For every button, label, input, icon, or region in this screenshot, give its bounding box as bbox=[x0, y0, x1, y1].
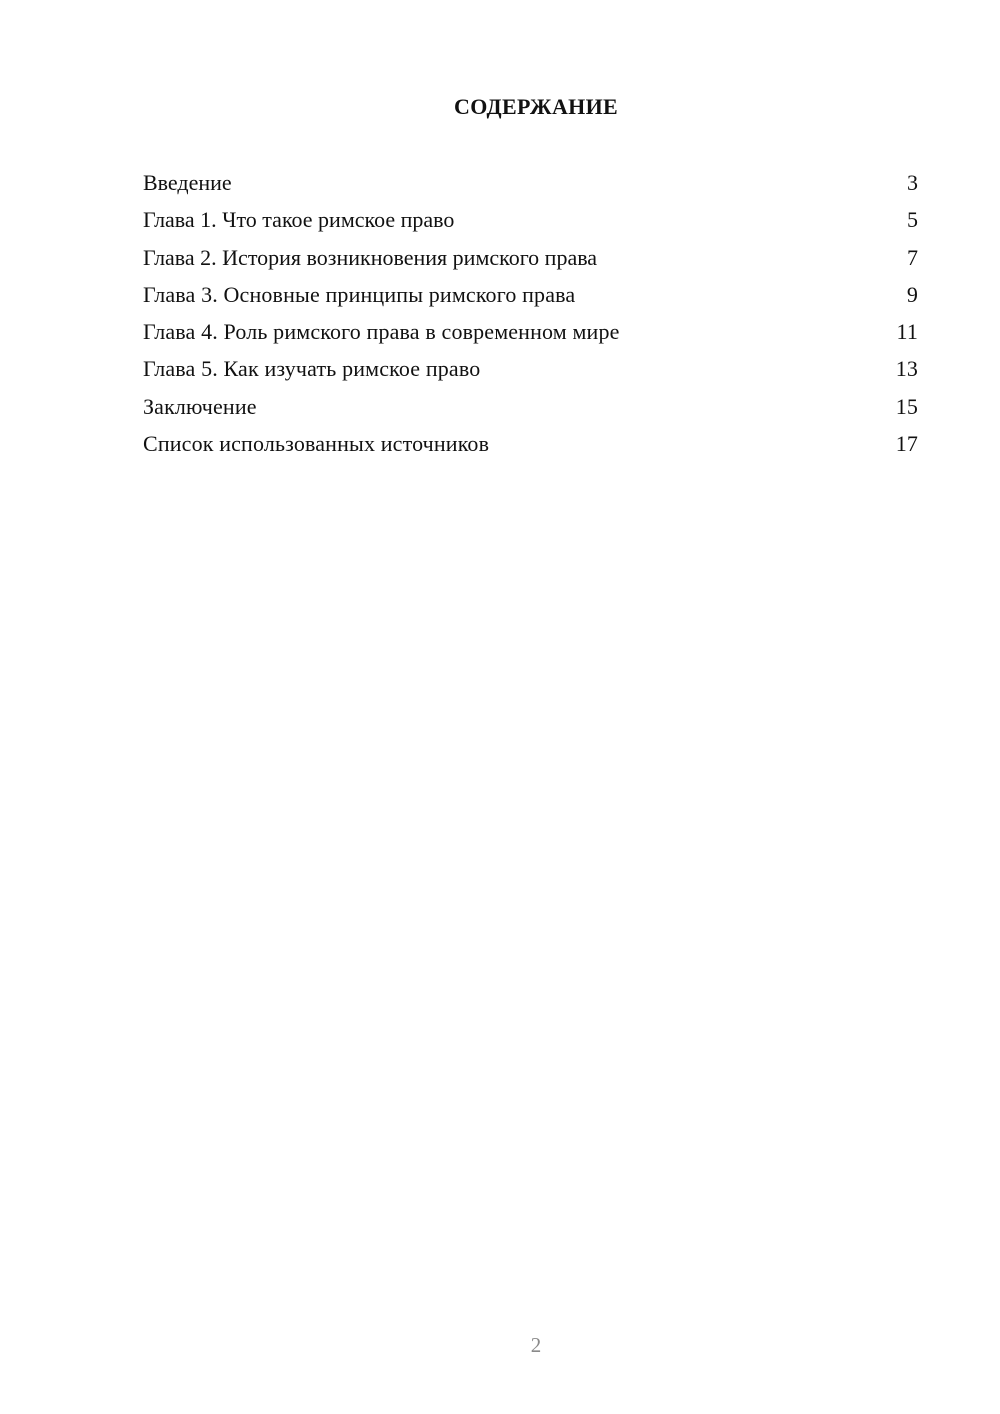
toc-entry-label: Глава 1. Что такое римское право bbox=[143, 207, 455, 233]
toc-entry-chapter-2[interactable] bbox=[143, 243, 918, 280]
toc-entry-label: Глава 3. Основные принципы римского права bbox=[143, 281, 576, 307]
toc-entry-label: Список использованных источников bbox=[143, 431, 490, 457]
page-number: 2 bbox=[530, 1333, 542, 1357]
toc-entry-page: 9 bbox=[906, 281, 918, 307]
toc-entry-chapter-1[interactable] bbox=[143, 205, 918, 242]
toc-entry-label: Заключение bbox=[143, 393, 257, 419]
toc-entry-page: 15 bbox=[895, 393, 918, 419]
toc-entry-conclusion[interactable] bbox=[143, 392, 918, 429]
toc-title: СОДЕРЖАНИЕ bbox=[454, 94, 618, 119]
toc-entry-references[interactable] bbox=[143, 429, 918, 466]
toc-entry-label: Глава 4. Роль римского права в современном мире bbox=[143, 319, 620, 345]
toc-entry-introduction[interactable] bbox=[143, 168, 918, 205]
toc-entry-label: Глава 2. История возникновения римского права bbox=[143, 244, 598, 270]
toc-entry-chapter-4[interactable] bbox=[143, 317, 918, 354]
table-of-contents bbox=[143, 168, 918, 466]
toc-entry-page: 5 bbox=[907, 207, 918, 233]
toc-entry-page: 11 bbox=[896, 319, 918, 345]
toc-entry-page: 7 bbox=[907, 244, 918, 270]
toc-entry-page: 13 bbox=[895, 356, 918, 382]
toc-entry-chapter-5[interactable] bbox=[143, 354, 918, 391]
toc-entry-page: 17 bbox=[895, 431, 918, 457]
toc-entry-chapter-3[interactable] bbox=[143, 280, 918, 317]
toc-entry-label: Глава 5. Как изучать римское право bbox=[143, 356, 481, 382]
toc-entry-label: Введение bbox=[143, 170, 232, 195]
toc-entry-page: 3 bbox=[907, 170, 918, 195]
